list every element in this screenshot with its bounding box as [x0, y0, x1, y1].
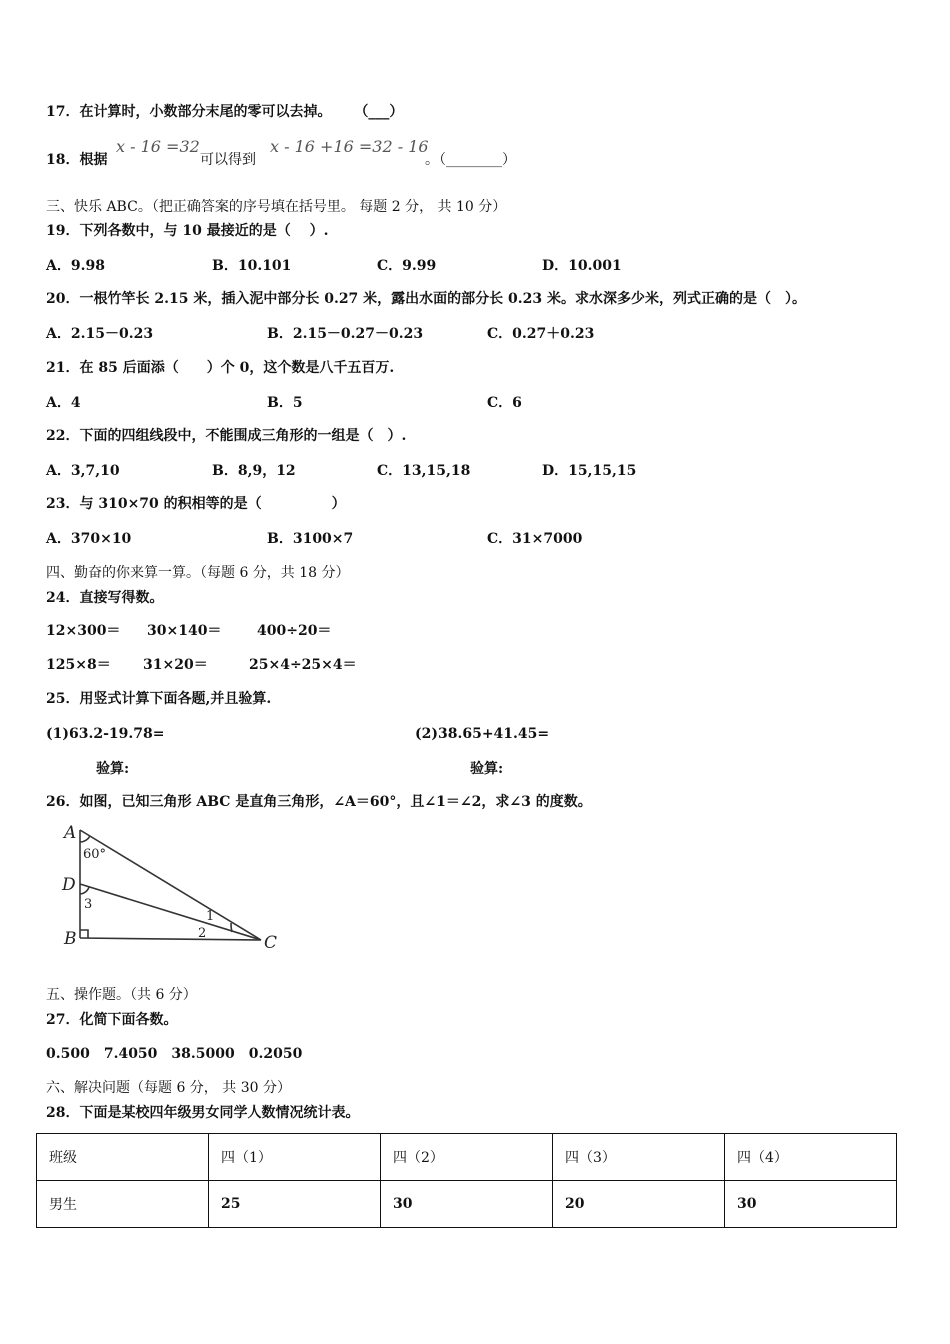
option-c[interactable]: C．13,15,18 [377, 463, 471, 479]
table-row [37, 1181, 897, 1228]
calc-item: 12×300＝ [46, 623, 121, 639]
header-cell: 四（2） [381, 1134, 553, 1181]
header-cell: 四（4） [725, 1134, 897, 1181]
option-b[interactable]: B．2.15－0.27－0.23 [267, 326, 424, 342]
label-angle-2: 2 [198, 926, 207, 941]
calc-item: 400÷20＝ [257, 623, 332, 639]
option-d[interactable]: D．10.001 [542, 258, 622, 274]
angle-c-arc [231, 923, 232, 932]
option-a[interactable]: A．4 [46, 395, 81, 411]
calc-item: 25×4÷25×4＝ [249, 657, 357, 673]
label-angle-1: 1 [206, 909, 215, 924]
answer-blank[interactable]: （___） [354, 104, 404, 120]
answer-blank[interactable]: 。（________） [425, 152, 516, 168]
section-3-title: 三、快乐 ABC。（把正确答案的序号填在括号里。 每题 2 分， 共 10 分） [46, 199, 507, 215]
label-c: C [264, 933, 278, 953]
calc-item: 31×20＝ [143, 657, 208, 673]
side-ac [80, 830, 261, 940]
question-17: 17．在计算时，小数部分末尾的零可以去掉。 （___） [46, 104, 404, 120]
section-5-title: 五、操作题。（共 6 分） [46, 987, 197, 1003]
question-28: 28．下面是某校四年级男女同学人数情况统计表。 [46, 1105, 360, 1121]
question-26: 26．如图，已知三角形 ABC 是直角三角形，∠A＝60°，且∠1＝∠2，求∠3 的度数。 [46, 794, 592, 810]
calc-problem-1: (1)63.2-19.78= [46, 726, 165, 742]
angle-a-arc [80, 836, 90, 842]
question-27: 27．化简下面各数。 [46, 1012, 178, 1028]
option-b[interactable]: B．8,9，12 [212, 463, 296, 479]
row-label: 男生 [37, 1181, 209, 1228]
table-cell: 20 [553, 1181, 725, 1228]
option-a[interactable]: A．370×10 [46, 531, 132, 547]
question-18-mid: 可以得到 [200, 152, 256, 168]
option-c[interactable]: C．0.27＋0.23 [487, 326, 595, 342]
label-a: A [64, 823, 77, 843]
check-label: 验算: [470, 761, 504, 777]
label-angle-a: 60° [83, 847, 107, 862]
question-19: 19．下列各数中，与 10 最接近的是（ ）. [46, 223, 329, 239]
option-b[interactable]: B．5 [267, 395, 303, 411]
question-25: 25．用竖式计算下面各题,并且验算. [46, 691, 272, 707]
table-cell: 25 [209, 1181, 381, 1228]
option-b[interactable]: B．3100×7 [267, 531, 354, 547]
option-c[interactable]: C．9.99 [377, 258, 437, 274]
side-bc [80, 938, 261, 940]
option-a[interactable]: A．9.98 [46, 258, 105, 274]
header-cell: 班级 [37, 1134, 209, 1181]
option-c[interactable]: C．31×7000 [487, 531, 583, 547]
equation-2: x - 16 +16 =32 - 16 [270, 137, 429, 156]
equation-1: x - 16 =32 [116, 137, 200, 156]
number-list: 0.500 7.4050 38.5000 0.2050 [46, 1046, 303, 1062]
calc-item: 125×8＝ [46, 657, 111, 673]
section-6-title: 六、解决问题（每题 6 分， 共 30 分） [46, 1080, 291, 1096]
option-c[interactable]: C．6 [487, 395, 522, 411]
header-cell: 四（1） [209, 1134, 381, 1181]
calc-problem-2: (2)38.65+41.45= [415, 726, 550, 742]
table-header-row [37, 1134, 897, 1181]
table-cell: 30 [381, 1181, 553, 1228]
question-22: 22．下面的四组线段中，不能围成三角形的一组是（ ）. [46, 428, 407, 444]
option-a[interactable]: A．3,7,10 [46, 463, 120, 479]
section-4-title: 四、勤奋的你来算一算。（每题 6 分，共 18 分） [46, 565, 350, 581]
label-d: D [62, 875, 76, 895]
segment-dc [80, 884, 261, 940]
option-a[interactable]: A．2.15－0.23 [46, 326, 154, 342]
table-cell: 30 [725, 1181, 897, 1228]
check-label: 验算: [96, 761, 130, 777]
calc-item: 30×140＝ [147, 623, 222, 639]
question-18-prefix: 18．根据 [46, 152, 108, 168]
question-20: 20．一根竹竿长 2.15 米，插入泥中部分长 0.27 米，露出水面的部分长 0.23 米。求水深多少米，列式正确的是（ ）。 [46, 291, 807, 307]
question-24: 24．直接写得数。 [46, 590, 164, 606]
option-b[interactable]: B．10.101 [212, 258, 292, 274]
angle-d-arc [80, 887, 89, 894]
option-d[interactable]: D．15,15,15 [542, 463, 637, 479]
question-21: 21．在 85 后面添（ ）个 0，这个数是八千五百万. [46, 360, 395, 376]
statistics-table [36, 1133, 897, 1228]
triangle-figure [56, 822, 286, 957]
question-23: 23．与 310×70 的积相等的是（ ） [46, 496, 346, 512]
label-b: B [64, 929, 77, 949]
label-angle-3: 3 [84, 897, 93, 912]
right-angle-mark [80, 930, 88, 938]
header-cell: 四（3） [553, 1134, 725, 1181]
